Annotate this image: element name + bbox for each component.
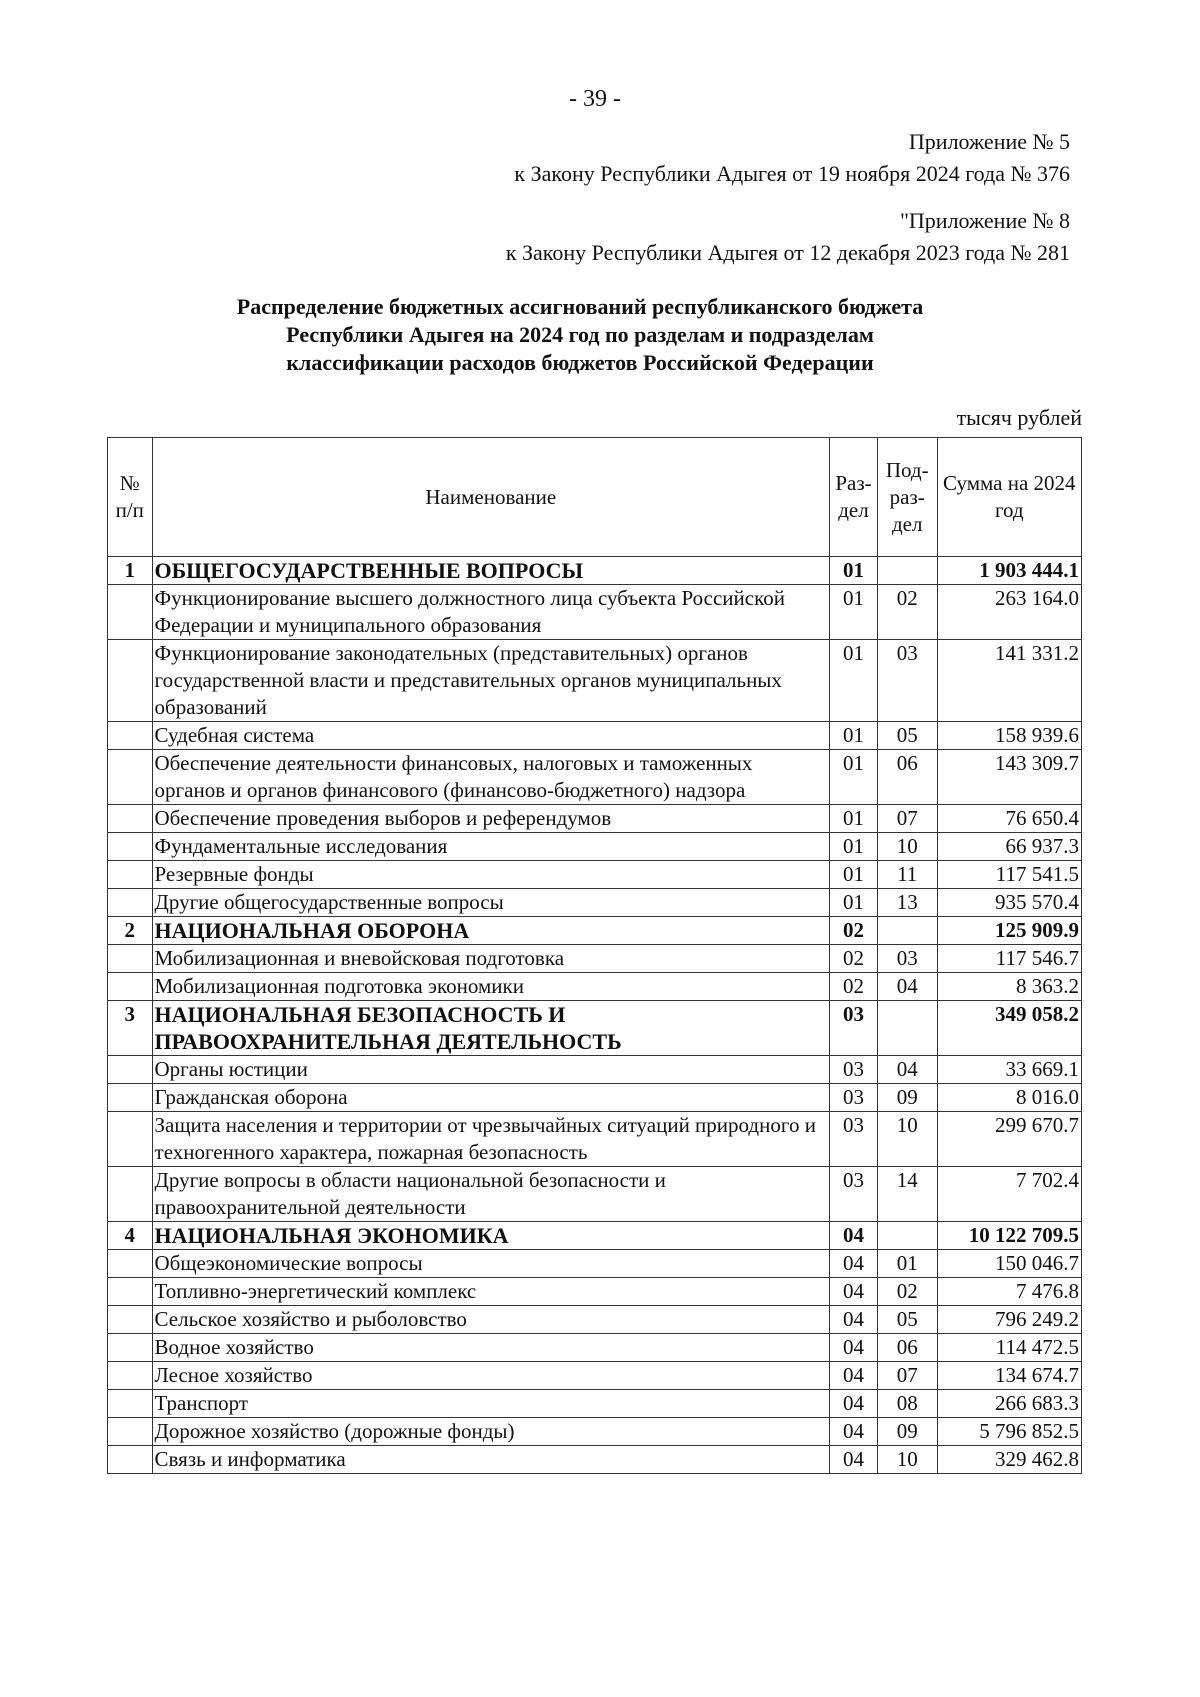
row-number-cell [108,1390,153,1418]
row-sum-cell: 117 541.5 [937,861,1081,889]
row-subsection-cell: 09 [877,1418,937,1446]
table-row [108,1278,1082,1306]
row-subsection-cell: 04 [877,973,937,1001]
row-sum-cell: 349 058.2 [937,1001,1081,1056]
row-section-cell: 03 [830,1167,878,1222]
row-name-cell: Другие вопросы в области национальной безопасности и правоохранительной деятельности [152,1167,830,1222]
row-subsection-cell: 02 [877,1278,937,1306]
table-body [108,557,1082,1474]
row-subsection-cell: 10 [877,833,937,861]
table-row [108,1362,1082,1390]
table-row [108,861,1082,889]
table-row [108,1250,1082,1278]
row-sum-cell: 10 122 709.5 [937,1222,1081,1250]
row-number-cell [108,640,153,722]
row-name-cell: Мобилизационная подготовка экономики [152,973,830,1001]
table-row [108,1112,1082,1167]
row-subsection-cell: 06 [877,750,937,805]
row-subsection-cell [877,917,937,945]
row-subsection-cell [877,1222,937,1250]
row-number-cell [108,805,153,833]
page-number [0,86,1200,113]
table-section-row [108,1001,1082,1056]
row-section-cell: 01 [830,640,878,722]
row-subsection-cell: 10 [877,1446,937,1474]
row-name-cell: Фундаментальные исследования [152,833,830,861]
row-sum-cell: 329 462.8 [937,1446,1081,1474]
row-name-cell: Общеэкономические вопросы [152,1250,830,1278]
row-name-cell: Обеспечение проведения выборов и референдумов [152,805,830,833]
row-subsection-cell: 08 [877,1390,937,1418]
row-sum-cell: 141 331.2 [937,640,1081,722]
row-number-cell: 1 [108,557,153,585]
appendix-current-header [514,126,1070,190]
row-sum-cell: 8 363.2 [937,973,1081,1001]
row-sum-cell: 114 472.5 [937,1334,1081,1362]
row-number-cell [108,1278,153,1306]
table-section-row [108,917,1082,945]
row-number-cell [108,1250,153,1278]
row-name-cell: Другие общегосударственные вопросы [152,889,830,917]
table-row [108,945,1082,973]
row-subsection-cell: 13 [877,889,937,917]
row-name-cell: Функционирование законодательных (представительных) органов государственной власти и представительных органов муниципальных образований [152,640,830,722]
table-row [108,585,1082,640]
row-name-cell: Дорожное хозяйство (дорожные фонды) [152,1418,830,1446]
row-subsection-cell: 09 [877,1084,937,1112]
row-name-cell: ОБЩЕГОСУДАРСТВЕННЫЕ ВОПРОСЫ [152,557,830,585]
table-row [108,1418,1082,1446]
row-subsection-cell: 07 [877,1362,937,1390]
row-section-cell: 03 [830,1084,878,1112]
row-name-cell: НАЦИОНАЛЬНАЯ БЕЗОПАСНОСТЬ И ПРАВООХРАНИТЕЛЬНАЯ ДЕЯТЕЛЬНОСТЬ [152,1001,830,1056]
row-subsection-cell: 14 [877,1167,937,1222]
appendix-current-line1: Приложение № 5 [908,129,1070,154]
row-section-cell: 01 [830,861,878,889]
title-line2: Республики Адыгея на 2024 год по разделам и подразделам [286,322,874,347]
table-row [108,973,1082,1001]
row-section-cell: 04 [830,1334,878,1362]
document-title [140,293,1020,377]
row-section-cell: 01 [830,585,878,640]
row-number-cell [108,1334,153,1362]
row-subsection-cell: 05 [877,1306,937,1334]
row-sum-cell: 76 650.4 [937,805,1081,833]
appendix-original-header [506,205,1070,269]
row-section-cell: 04 [830,1278,878,1306]
row-subsection-cell: 01 [877,1250,937,1278]
row-section-cell: 04 [830,1446,878,1474]
row-number-cell: 4 [108,1222,153,1250]
row-section-cell: 01 [830,722,878,750]
row-section-cell: 04 [830,1250,878,1278]
row-number-cell: 2 [108,917,153,945]
row-section-cell: 04 [830,1418,878,1446]
appendix-original-line2: к Закону Республики Адыгея от 12 декабря 2023 года № 281 [505,240,1070,265]
row-name-cell: Судебная система [152,722,830,750]
row-sum-cell: 8 016.0 [937,1084,1081,1112]
row-number-cell [108,1418,153,1446]
row-name-cell: Мобилизационная и вневойсковая подготовка [152,945,830,973]
row-name-cell: НАЦИОНАЛЬНАЯ ЭКОНОМИКА [152,1222,830,1250]
row-section-cell: 03 [830,1056,878,1084]
table-row [108,722,1082,750]
row-name-cell: Гражданская оборона [152,1084,830,1112]
row-sum-cell: 5 796 852.5 [937,1418,1081,1446]
row-subsection-cell: 03 [877,945,937,973]
table-row [108,1334,1082,1362]
row-number-cell [108,1362,153,1390]
row-section-cell: 02 [830,917,878,945]
row-number-cell [108,833,153,861]
table-row [108,1167,1082,1222]
row-subsection-cell: 02 [877,585,937,640]
row-section-cell: 04 [830,1306,878,1334]
row-number-cell [108,1167,153,1222]
row-sum-cell: 125 909.9 [937,917,1081,945]
row-number-cell: 3 [108,1001,153,1056]
row-subsection-cell: 05 [877,722,937,750]
row-name-cell: НАЦИОНАЛЬНАЯ ОБОРОНА [152,917,830,945]
row-name-cell: Функционирование высшего должностного лица субъекта Российской Федерации и муниципального образования [152,585,830,640]
row-section-cell: 01 [830,805,878,833]
row-number-cell [108,585,153,640]
row-name-cell: Органы юстиции [152,1056,830,1084]
row-name-cell: Транспорт [152,1390,830,1418]
row-section-cell: 01 [830,889,878,917]
table-row [108,805,1082,833]
header-name: Наименование [152,438,830,557]
row-name-cell: Защита населения и территории от чрезвычайных ситуаций природного и техногенного характера, пожарная безопасность [152,1112,830,1167]
title-line1: Распределение бюджетных ассигнований республиканского бюджета [236,294,924,319]
table-row [108,833,1082,861]
row-sum-cell: 117 546.7 [937,945,1081,973]
row-sum-cell: 158 939.6 [937,722,1081,750]
table-section-row [108,557,1082,585]
row-sum-cell: 935 570.4 [937,889,1081,917]
table-row [108,640,1082,722]
row-sum-cell: 143 309.7 [937,750,1081,805]
row-subsection-cell [877,557,937,585]
row-number-cell [108,945,153,973]
row-name-cell: Обеспечение деятельности финансовых, налоговых и таможенных органов и органов финансового (финансово-бюджетного) надзора [152,750,830,805]
row-sum-cell: 150 046.7 [937,1250,1081,1278]
row-number-cell [108,750,153,805]
header-subsection: Под- раз- дел [877,438,937,557]
row-subsection-cell: 11 [877,861,937,889]
row-number-cell [108,1112,153,1167]
appendix-current-line2: к Закону Республики Адыгея от 19 ноября 2024 года № 376 [514,161,1070,186]
row-sum-cell: 263 164.0 [937,585,1081,640]
row-section-cell: 04 [830,1390,878,1418]
table-row [108,1306,1082,1334]
row-number-cell [108,1056,153,1084]
budget-table [107,437,1082,1474]
title-line3: классификации расходов бюджетов Российской Федерации [286,350,874,375]
row-section-cell: 01 [830,557,878,585]
row-section-cell: 01 [830,750,878,805]
header-section: Раз- дел [830,438,878,557]
row-name-cell: Связь и информатика [152,1446,830,1474]
row-section-cell: 03 [830,1001,878,1056]
row-sum-cell: 1 903 444.1 [937,557,1081,585]
row-number-cell [108,1306,153,1334]
row-section-cell: 04 [830,1362,878,1390]
row-name-cell: Резервные фонды [152,861,830,889]
table-header-row [108,438,1082,557]
row-subsection-cell: 06 [877,1334,937,1362]
row-number-cell [108,1446,153,1474]
row-section-cell: 02 [830,973,878,1001]
appendix-original-line1: "Приложение № 8 [899,208,1070,233]
row-name-cell: Лесное хозяйство [152,1362,830,1390]
row-section-cell: 02 [830,945,878,973]
row-section-cell: 01 [830,833,878,861]
row-sum-cell: 7 476.8 [937,1278,1081,1306]
table-row [108,1446,1082,1474]
row-subsection-cell [877,1001,937,1056]
table-row [108,889,1082,917]
row-subsection-cell: 10 [877,1112,937,1167]
row-subsection-cell: 03 [877,640,937,722]
row-sum-cell: 33 669.1 [937,1056,1081,1084]
row-sum-cell: 7 702.4 [937,1167,1081,1222]
row-sum-cell: 796 249.2 [937,1306,1081,1334]
row-section-cell: 03 [830,1112,878,1167]
row-name-cell: Сельское хозяйство и рыболовство [152,1306,830,1334]
row-number-cell [108,1084,153,1112]
row-sum-cell: 134 674.7 [937,1362,1081,1390]
row-number-cell [108,889,153,917]
row-number-cell [108,722,153,750]
table-row [108,1084,1082,1112]
page-number-text: - 39 - [569,86,621,112]
units-label: тысяч рублей [956,405,1082,430]
row-sum-cell: 266 683.3 [937,1390,1081,1418]
table-section-row [108,1222,1082,1250]
row-section-cell: 04 [830,1222,878,1250]
table-row [108,750,1082,805]
header-sum: Сумма на 2024 год [937,438,1081,557]
row-subsection-cell: 04 [877,1056,937,1084]
row-name-cell: Водное хозяйство [152,1334,830,1362]
row-sum-cell: 66 937.3 [937,833,1081,861]
row-sum-cell: 299 670.7 [937,1112,1081,1167]
table-row [108,1390,1082,1418]
row-number-cell [108,861,153,889]
row-subsection-cell: 07 [877,805,937,833]
header-num: № п/п [108,438,153,557]
table-row [108,1056,1082,1084]
row-number-cell [108,973,153,1001]
row-name-cell: Топливно-энергетический комплекс [152,1278,830,1306]
